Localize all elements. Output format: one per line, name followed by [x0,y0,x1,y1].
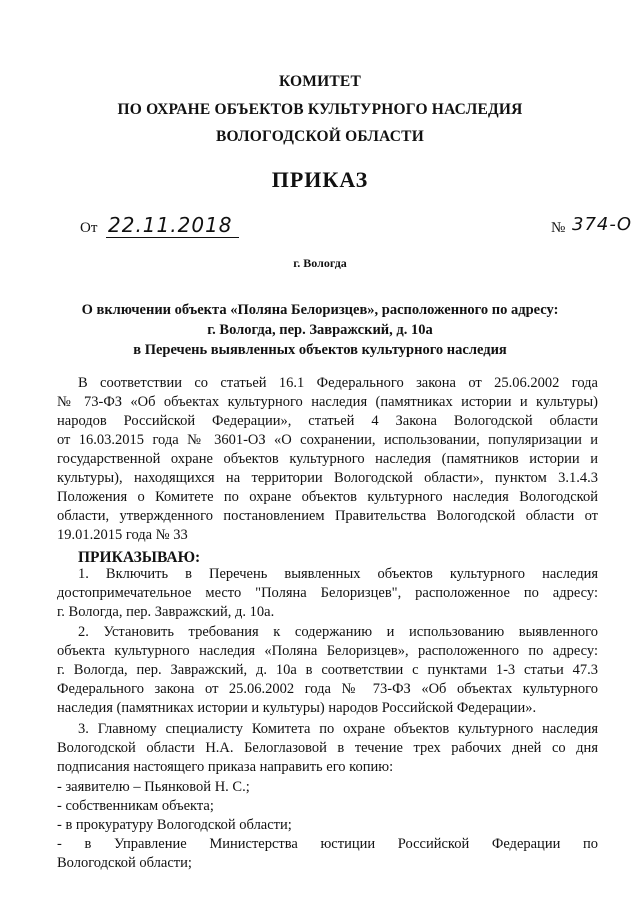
recipient-item: Вологодской области; [57,855,192,871]
subject-line-1: О включении объекта «Поляна Белоризцев», расположенного по адресу: [81,302,559,318]
item2-line: г. Вологда, пер. Завражский, д. 10а в соответствии с пунктами 1-3 статьи 47.3 [57,662,598,678]
order-word: ПРИКАЗЫВАЮ: [78,549,201,566]
item3-line: подписания настоящего приказа направить его копию: [57,759,394,775]
item3-line: 3. Главному специалисту Комитета по охране объектов культурного наследия [78,721,598,737]
recipient-item: - собственникам объекта; [57,798,214,814]
recipient-item: - в Управление Министерства юстиции Российской Федерации по [57,836,598,852]
city: г. Вологда [293,256,347,270]
preamble-line: 19.01.2015 года № 33 [57,527,188,543]
recipient-item: - в прокуратуру Вологодской области; [57,817,292,833]
item2-line: Федерального закона от 25.06.2002 года № 73-ФЗ «Об объектах культурного [57,681,598,697]
subject-line-3: в Перечень выявленных объектов культурного наследия [133,342,507,358]
number-label: № [551,220,566,236]
item1-line: достопримечательное место "Поляна Белоризцев", расположенное по адресу: [57,585,598,601]
preamble-line: от 16.03.2015 года № 3601-ОЗ «О сохранении, использовании, популяризации и [57,432,598,448]
preamble-line: области, утвержденного постановлением Правительства Вологодской области от [57,508,598,524]
preamble-line: государственной охране объектов культурного наследия (памятников истории и [57,451,598,467]
date-label: От [80,220,98,236]
item1-line: 1. Включить в Перечень выявленных объектов культурного наследия [78,566,598,582]
preamble-line: № 73-ФЗ «Об объектах культурного наследия (памятниках истории и культуры) [57,394,598,410]
header-line-3: ВОЛОГОДСКОЙ ОБЛАСТИ [216,128,424,145]
item2-line: наследия (памятниках истории и культуры) народов Российской Федерации». [57,700,537,716]
subject-line-2: г. Вологда, пер. Завражский, д. 10а [207,322,433,338]
handwritten-number: 374-О [572,214,633,235]
handwritten-date: 22.11.2018 [106,213,239,238]
header-line-1: КОМИТЕТ [278,73,361,90]
document-type: ПРИКАЗ [271,167,369,192]
preamble-line: культуры), находящихся на территории Вологодской области», пунктом 3.1.4.3 [57,470,598,486]
preamble-line: В соответствии со статьей 16.1 Федерального закона от 25.06.2002 года [78,375,598,391]
header-line-2: ПО ОХРАНЕ ОБЪЕКТОВ КУЛЬТУРНОГО НАСЛЕДИЯ [117,101,523,118]
item1-line: г. Вологда, пер. Завражский, д. 10а. [57,604,275,620]
preamble-line: Положения о Комитете по охране объектов культурного наследия Вологодской [57,489,598,505]
item3-line: Вологодской области Н.А. Белоглазовой в течение трех рабочих дней со дня [57,740,598,756]
item2-line: 2. Установить требования к содержанию и использованию выявленного [78,624,598,640]
preamble-line: народов Российской Федерации», статьей 4 Закона Вологодской области [57,413,598,429]
recipient-item: - заявителю – Пьянковой Н. С.; [57,779,250,795]
item2-line: объекта культурного наследия «Поляна Белоризцев», расположенного по адресу: [57,643,598,659]
